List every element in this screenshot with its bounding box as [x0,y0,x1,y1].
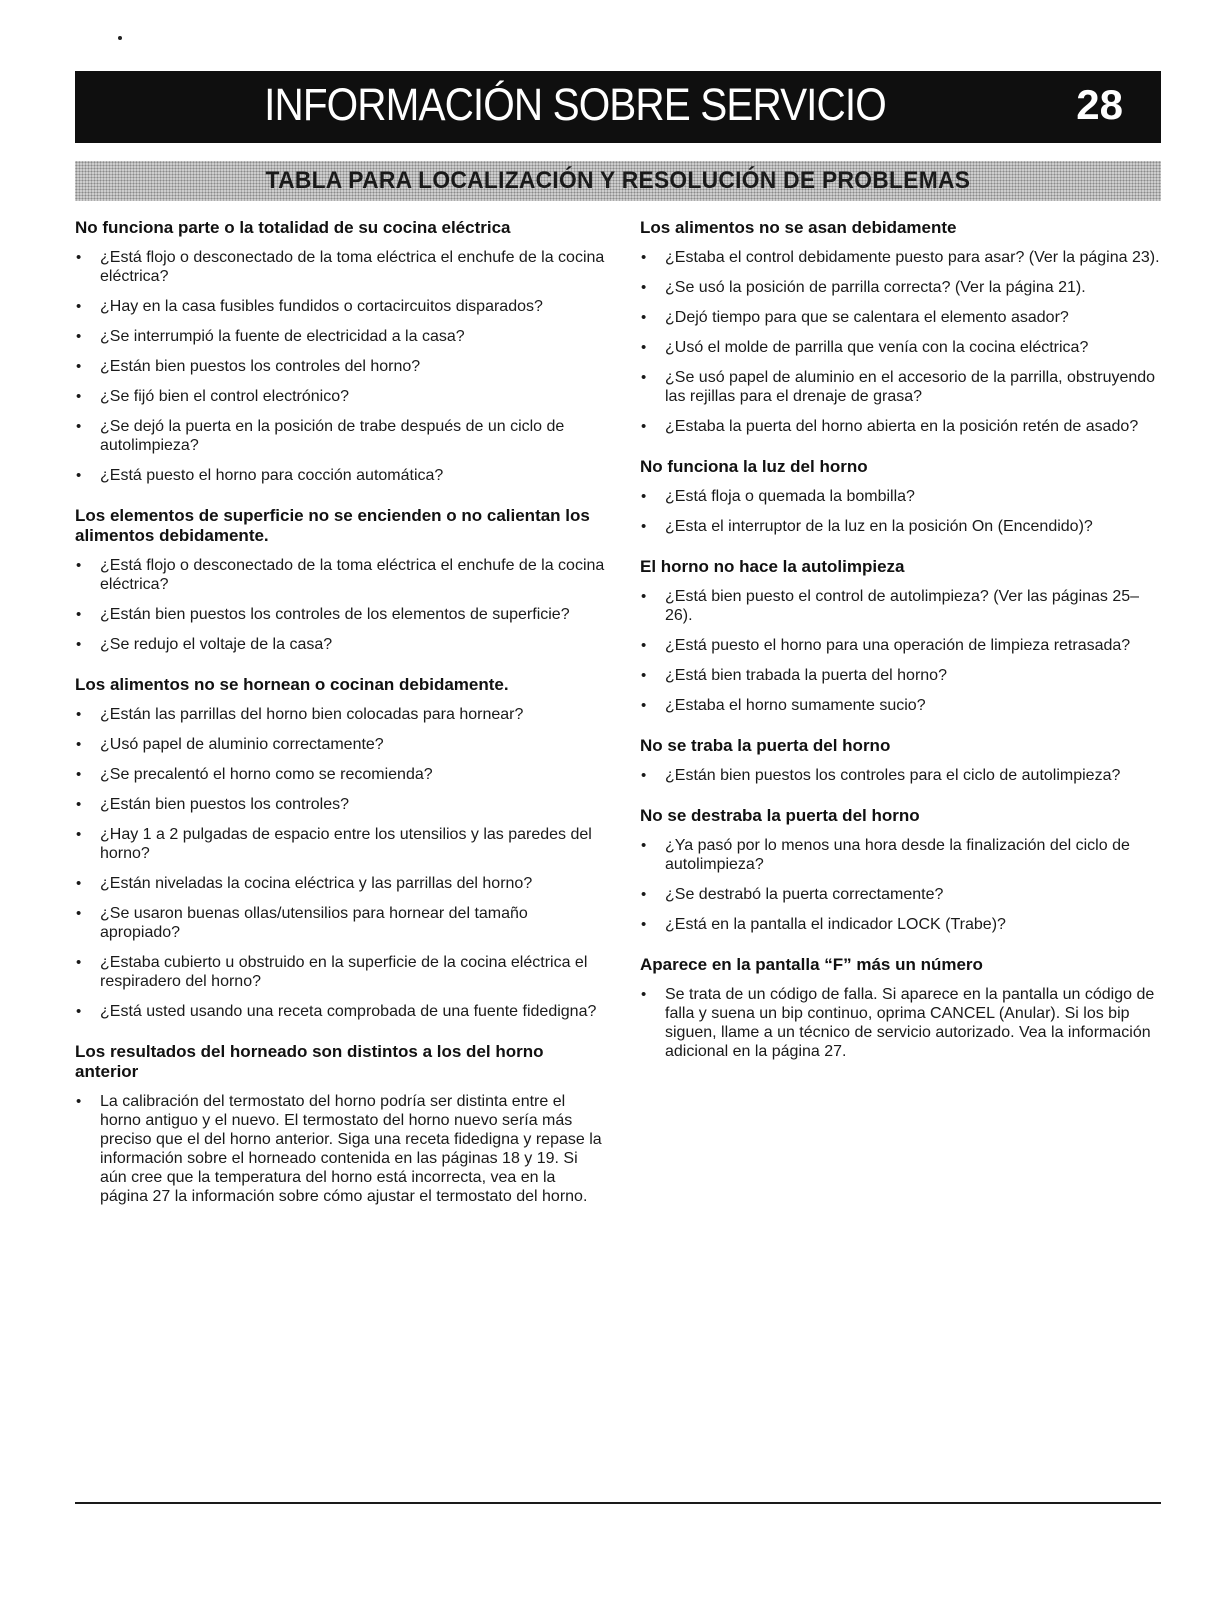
list-item: • ¿Están bien puestos los controles para el ciclo de autolimpieza? [640,766,1160,785]
list-item: • ¿Está bien trabada la puerta del horno? [640,666,1160,685]
section-title: No se destraba la puerta del horno [640,806,920,825]
list-item: • ¿Se destrabó la puerta correctamente? [640,885,1160,904]
page-header [75,71,1161,143]
troubleshooting-section [640,557,1160,715]
list-item: • ¿Hay en la casa fusibles fundidos o cortacircuitos disparados? [75,297,605,316]
question-list [75,556,605,654]
list-item: • ¿Se interrumpió la fuente de electricidad a la casa? [75,327,605,346]
list-item: • ¿Está flojo o desconectado de la toma eléctrica el enchufe de la cocina eléctrica? [75,248,605,286]
section-title: Los resultados del horneado son distintos a los del horno anterior [75,1042,544,1081]
troubleshooting-section [75,1042,605,1206]
question-list [640,487,1160,536]
troubleshooting-section [640,218,1160,436]
section-title: Aparece en la pantalla “F” más un número [640,955,983,974]
troubleshooting-section [75,218,605,485]
question-list [640,587,1160,715]
list-item: • ¿Se usó papel de aluminio en el accesorio de la parrilla, obstruyendo las rejillas para el drenaje de grasa? [640,368,1160,406]
list-item: • ¿Está flojo o desconectado de la toma eléctrica el enchufe de la cocina eléctrica? [75,556,605,594]
right-column [640,218,1160,1082]
question-list [75,1092,605,1206]
list-item: • ¿Están bien puestos los controles? [75,795,605,814]
section-title: No se traba la puerta del horno [640,736,891,755]
troubleshooting-section [75,675,605,1021]
list-item: • ¿Se precalentó el horno como se recomienda? [75,765,605,784]
left-column [75,218,605,1227]
list-item: • ¿Está bien puesto el control de autolimpieza? (Ver las páginas 25–26). [640,587,1160,625]
list-item: • ¿Estaba cubierto u obstruido en la superficie de la cocina eléctrica el respiradero del horno? [75,953,605,991]
section-title: Los elementos de superficie no se encienden o no calientan los alimentos debidamente. [75,506,590,545]
list-item: • ¿Están niveladas la cocina eléctrica y las parrillas del horno? [75,874,605,893]
page-title: INFORMACIÓN SOBRE SERVICIO [264,79,886,130]
list-item: • ¿Estaba el control debidamente puesto para asar? (Ver la página 23). [640,248,1160,267]
list-item: • ¿Está puesto el horno para una operación de limpieza retrasada? [640,636,1160,655]
list-item: • La calibración del termostato del horno podría ser distinta entre el horno antiguo y el nuevo. El termostato del horno nuevo sería más preciso que el del horno anterior. Siga una receta fidedigna y repase la información sobre el horneado contenida en las páginas 18 y 19. Si aún cree que la temperatura del horno está incorrecta, vea en la página 27 la información sobre cómo ajustar el termostato del horno. [75,1092,605,1206]
section-banner [75,161,1161,201]
list-item: • ¿Usó papel de aluminio correctamente? [75,735,605,754]
list-item: • ¿Está en la pantalla el indicador LOCK (Trabe)? [640,915,1160,934]
question-list [75,705,605,1021]
list-item: • ¿Está usted usando una receta comprobada de una fuente fidedigna? [75,1002,605,1021]
list-item: • ¿Se usaron buenas ollas/utensilios para hornear del tamaño apropiado? [75,904,605,942]
footer-divider [75,1502,1161,1504]
question-list [75,248,605,485]
list-item: • ¿Hay 1 a 2 pulgadas de espacio entre los utensilios y las paredes del horno? [75,825,605,863]
list-item: • ¿Esta el interruptor de la luz en la posición On (Encendido)? [640,517,1160,536]
list-item: • Se trata de un código de falla. Si aparece en la pantalla un código de falla y suena un bip continuo, oprima CANCEL (Anular). Si los bip siguen, llame a un técnico de servicio autorizado. Vea la información adicional en la página 27. [640,985,1160,1061]
section-title: Los alimentos no se asan debidamente [640,218,957,237]
scan-speck [118,36,122,40]
troubleshooting-section [75,506,605,654]
list-item: • ¿Está floja o quemada la bombilla? [640,487,1160,506]
list-item: • ¿Se usó la posición de parrilla correcta? (Ver la página 21). [640,278,1160,297]
section-banner-title: TABLA PARA LOCALIZACIÓN Y RESOLUCIÓN DE PROBLEMAS [265,167,971,194]
question-list [640,766,1160,785]
section-title: No funciona parte o la totalidad de su cocina eléctrica [75,218,511,237]
troubleshooting-section [640,457,1160,536]
list-item: • ¿Dejó tiempo para que se calentara el elemento asador? [640,308,1160,327]
list-item: • ¿Está puesto el horno para cocción automática? [75,466,605,485]
list-item: • ¿Están las parrillas del horno bien colocadas para hornear? [75,705,605,724]
list-item: • ¿Estaba el horno sumamente sucio? [640,696,1160,715]
list-item: • ¿Están bien puestos los controles del horno? [75,357,605,376]
section-title: El horno no hace la autolimpieza [640,557,905,576]
list-item: • ¿Estaba la puerta del horno abierta en la posición retén de asado? [640,417,1160,436]
list-item: • ¿Se redujo el voltaje de la casa? [75,635,605,654]
section-title: No funciona la luz del horno [640,457,868,476]
troubleshooting-section [640,736,1160,785]
question-list [640,985,1160,1061]
troubleshooting-section [640,806,1160,934]
list-item: • ¿Están bien puestos los controles de los elementos de superficie? [75,605,605,624]
list-item: • ¿Ya pasó por lo menos una hora desde la finalización del ciclo de autolimpieza? [640,836,1160,874]
question-list [640,248,1160,436]
list-item: • ¿Se dejó la puerta en la posición de trabe después de un ciclo de autolimpieza? [75,417,605,455]
question-list [640,836,1160,934]
section-title: Los alimentos no se hornean o cocinan debidamente. [75,675,509,694]
troubleshooting-section [640,955,1160,1061]
list-item: • ¿Se fijó bien el control electrónico? [75,387,605,406]
list-item: • ¿Usó el molde de parrilla que venía con la cocina eléctrica? [640,338,1160,357]
page-number: 28 [1076,81,1123,128]
